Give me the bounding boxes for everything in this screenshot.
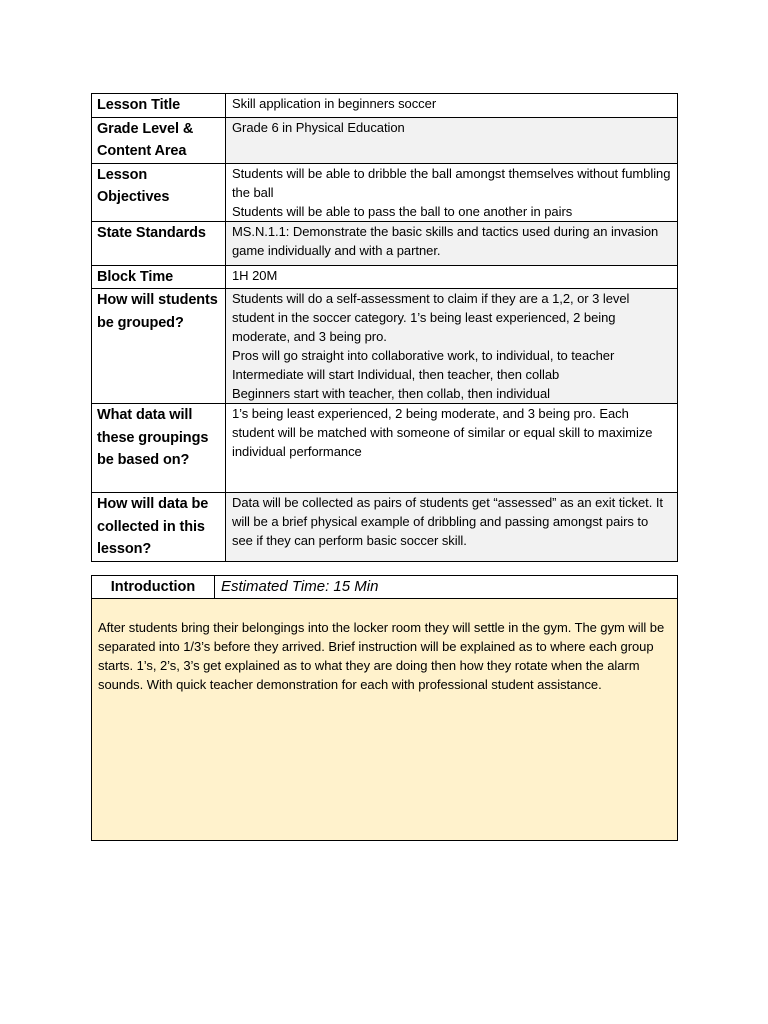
state-standards-label: State Standards xyxy=(92,221,226,265)
introduction-body: After students bring their belongings into the locker room they will settle in the gym. The gym will be separated into 1/3’s before they arrived. Brief instruction will be explained as to where each group starts. 1’s, 2’s, 3’s get explained as to what they are doing then how they rotate when the alarm sounds. With quick teacher demonstration for each with professional student assistance. xyxy=(92,599,677,840)
grouping-data-label: What data will these groupings be based on? xyxy=(92,404,226,493)
grouping-line-1: Students will do a self-assessment to claim if they are a 1,2, or 3 level student in the soccer category. 1’s being least experienced, 2 being moderate, and 3 being pro. xyxy=(232,291,630,344)
row-grouping xyxy=(92,289,678,404)
row-grade-level xyxy=(92,117,678,163)
lesson-objectives-value xyxy=(226,163,678,221)
introduction-header xyxy=(92,576,677,599)
block-time-label: Block Time xyxy=(92,265,226,289)
data-collection-value: Data will be collected as pairs of students get “assessed” as an exit ticket. It will be a brief physical example of dribbling and passing amongst pairs to see if they can perform basic soccer skill. xyxy=(226,493,678,562)
grade-level-label: Grade Level & Content Area xyxy=(92,117,226,163)
row-lesson-objectives xyxy=(92,163,678,221)
row-lesson-title xyxy=(92,94,678,118)
row-block-time xyxy=(92,265,678,289)
grouping-data-value: 1’s being least experienced, 2 being moderate, and 3 being pro. Each student will be matched with someone of similar or equal skill to maximize individual performance xyxy=(226,404,678,493)
estimated-time: Estimated Time: 15 Min xyxy=(221,578,379,595)
grade-level-value: Grade 6 in Physical Education xyxy=(226,117,678,163)
lesson-objectives-label: Lesson Objectives xyxy=(92,163,226,221)
grouping-line-3: Intermediate will start Individual, then teacher, then collab xyxy=(232,367,560,382)
lesson-title-value: Skill application in beginners soccer xyxy=(226,94,678,118)
state-standards-value: MS.N.1.1: Demonstrate the basic skills and tactics used during an invasion game individually and with a partner. xyxy=(226,221,678,265)
row-grouping-data xyxy=(92,404,678,493)
objective-1: Students will be able to dribble the ball amongst themselves without fumbling the ball xyxy=(232,165,671,200)
introduction-section xyxy=(91,575,678,841)
grouping-line-2: Pros will go straight into collaborative work, to individual, to teacher xyxy=(232,348,615,363)
grouping-value xyxy=(226,289,678,404)
introduction-label: Introduction xyxy=(92,576,215,598)
data-collection-label: How will data be collected in this lesson? xyxy=(92,493,226,562)
block-time-value: 1H 20M xyxy=(226,265,678,289)
grouping-label: How will students be grouped? xyxy=(92,289,226,404)
objective-2: Students will be able to pass the ball to one another in pairs xyxy=(232,203,573,219)
lesson-title-label: Lesson Title xyxy=(92,94,226,118)
grouping-line-4: Beginners start with teacher, then collab, then individual xyxy=(232,386,550,401)
lesson-plan-table xyxy=(91,93,678,562)
row-state-standards xyxy=(92,221,678,265)
row-data-collection xyxy=(92,493,678,562)
